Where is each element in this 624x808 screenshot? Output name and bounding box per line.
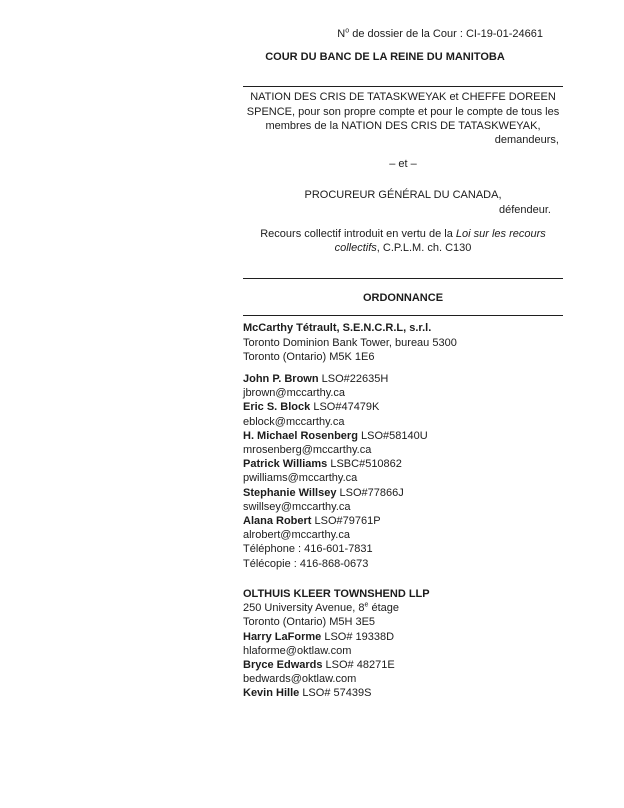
and-separator: – et – — [389, 158, 417, 171]
lawyer-id: LSO#58140U — [360, 429, 428, 442]
lawyer-entry — [243, 457, 563, 471]
address-rest: étage — [368, 602, 399, 615]
firm-address-line: Toronto (Ontario) M5K 1E6 — [243, 350, 375, 363]
divider-line-order-bottom — [243, 315, 563, 316]
divider-line-top — [243, 86, 563, 87]
firm-block-mccarthy — [243, 321, 563, 364]
lawyer-name: Bryce Edwards — [243, 658, 323, 671]
notice-prefix: Recours collectif introduit en vertu de la — [260, 227, 456, 240]
lawyer-email: bedwards@oktlaw.com — [243, 673, 357, 686]
lawyer-email: swillsey@mccarthy.ca — [243, 500, 351, 513]
lawyer-name: John P. Brown — [243, 373, 319, 386]
statute-title: Loi sur les recours collectifs — [334, 227, 546, 255]
lawyer-id: LSO# 57439S — [302, 687, 372, 700]
lawyer-name: Patrick Williams — [243, 458, 328, 471]
lawyer-email: jbrown@mccarthy.ca — [243, 387, 346, 400]
lawyer-email: hlaforme@oktlaw.com — [243, 644, 352, 657]
lawyer-email: pwilliams@mccarthy.ca — [243, 472, 358, 485]
lawyer-email: alrobert@mccarthy.ca — [243, 529, 350, 542]
lawyer-entry — [243, 514, 563, 528]
firm-name: OLTHUIS KLEER TOWNSHEND LLP — [243, 587, 430, 600]
lawyer-name: Kevin Hille — [243, 687, 300, 700]
file-number-text: de dossier de la Cour : CI-19-01-24661 — [349, 28, 543, 40]
lawyer-id: LSBC#510862 — [330, 458, 402, 471]
firm-address-line: Toronto (Ontario) M5H 3E5 — [243, 616, 376, 629]
file-number-prefix: N — [337, 28, 346, 40]
defendant-designation: défendeur. — [499, 203, 551, 216]
lawyer-id: LSO# 48271E — [325, 658, 395, 671]
plaintiffs-paragraph: NATION DES CRIS DE TATASKWEYAK et CHEFFE DOREEN SPENCE, pour son propre compte et pour le compte de tous les membres de la NATION DES CRIS DE TATASKWEYAK, — [246, 91, 560, 132]
lawyer-entry — [243, 429, 563, 443]
lawyer-name: H. Michael Rosenberg — [243, 429, 358, 442]
lawyer-id: LSO#22635H — [321, 373, 389, 386]
lawyer-list-mccarthy — [243, 372, 563, 571]
lawyer-email: eblock@mccarthy.ca — [243, 415, 345, 428]
phone-line: Téléphone : 416-601-7831 — [243, 543, 373, 556]
document-content-column — [243, 0, 563, 701]
divider-line-order-top — [243, 278, 563, 279]
defendant-name: PROCUREUR GÉNÉRAL DU CANADA, — [304, 189, 502, 202]
address-prefix: 250 University Avenue, 8 — [243, 602, 365, 615]
court-name-title: COUR DU BANC DE LA REINE DU MANITOBA — [265, 51, 505, 64]
lawyer-entry — [243, 630, 563, 644]
lawyer-name: Alana Robert — [243, 515, 312, 528]
lawyer-entry — [243, 372, 563, 386]
lawyer-entry — [243, 400, 563, 414]
lawyer-name: Eric S. Block — [243, 401, 311, 414]
lawyer-id: LSO# 19338D — [324, 630, 395, 643]
lawyer-id: LSO#79761P — [314, 515, 381, 528]
lawyer-email: mrosenberg@mccarthy.ca — [243, 444, 372, 457]
firm-address-line — [243, 601, 563, 615]
court-file-number-line — [243, 27, 563, 41]
firm-block-okt — [243, 587, 563, 701]
firm-name: McCarthy Tétrault, S.E.N.C.R.L, s.r.l. — [243, 322, 432, 335]
order-heading: ORDONNANCE — [362, 292, 444, 305]
address-superscript: e — [364, 601, 369, 609]
lawyer-name: Stephanie Willsey — [243, 486, 337, 499]
lawyer-entry — [243, 658, 563, 672]
lawyer-id: LSO#77866J — [339, 486, 404, 499]
fax-line: Télécopie : 416-868-0673 — [243, 557, 369, 570]
plaintiffs-designation: demandeurs, — [494, 134, 559, 147]
lawyer-name: Harry LaForme — [243, 630, 322, 643]
lawyer-entry — [243, 486, 563, 500]
firm-address-line: Toronto Dominion Bank Tower, bureau 5300 — [243, 336, 457, 349]
lawyer-entry — [243, 686, 563, 700]
file-number-superscript: o — [345, 27, 350, 35]
lawyer-id: LSO#47479K — [313, 401, 380, 414]
class-action-notice — [243, 227, 563, 255]
notice-suffix: , C.P.L.M. ch. C130 — [376, 242, 472, 255]
